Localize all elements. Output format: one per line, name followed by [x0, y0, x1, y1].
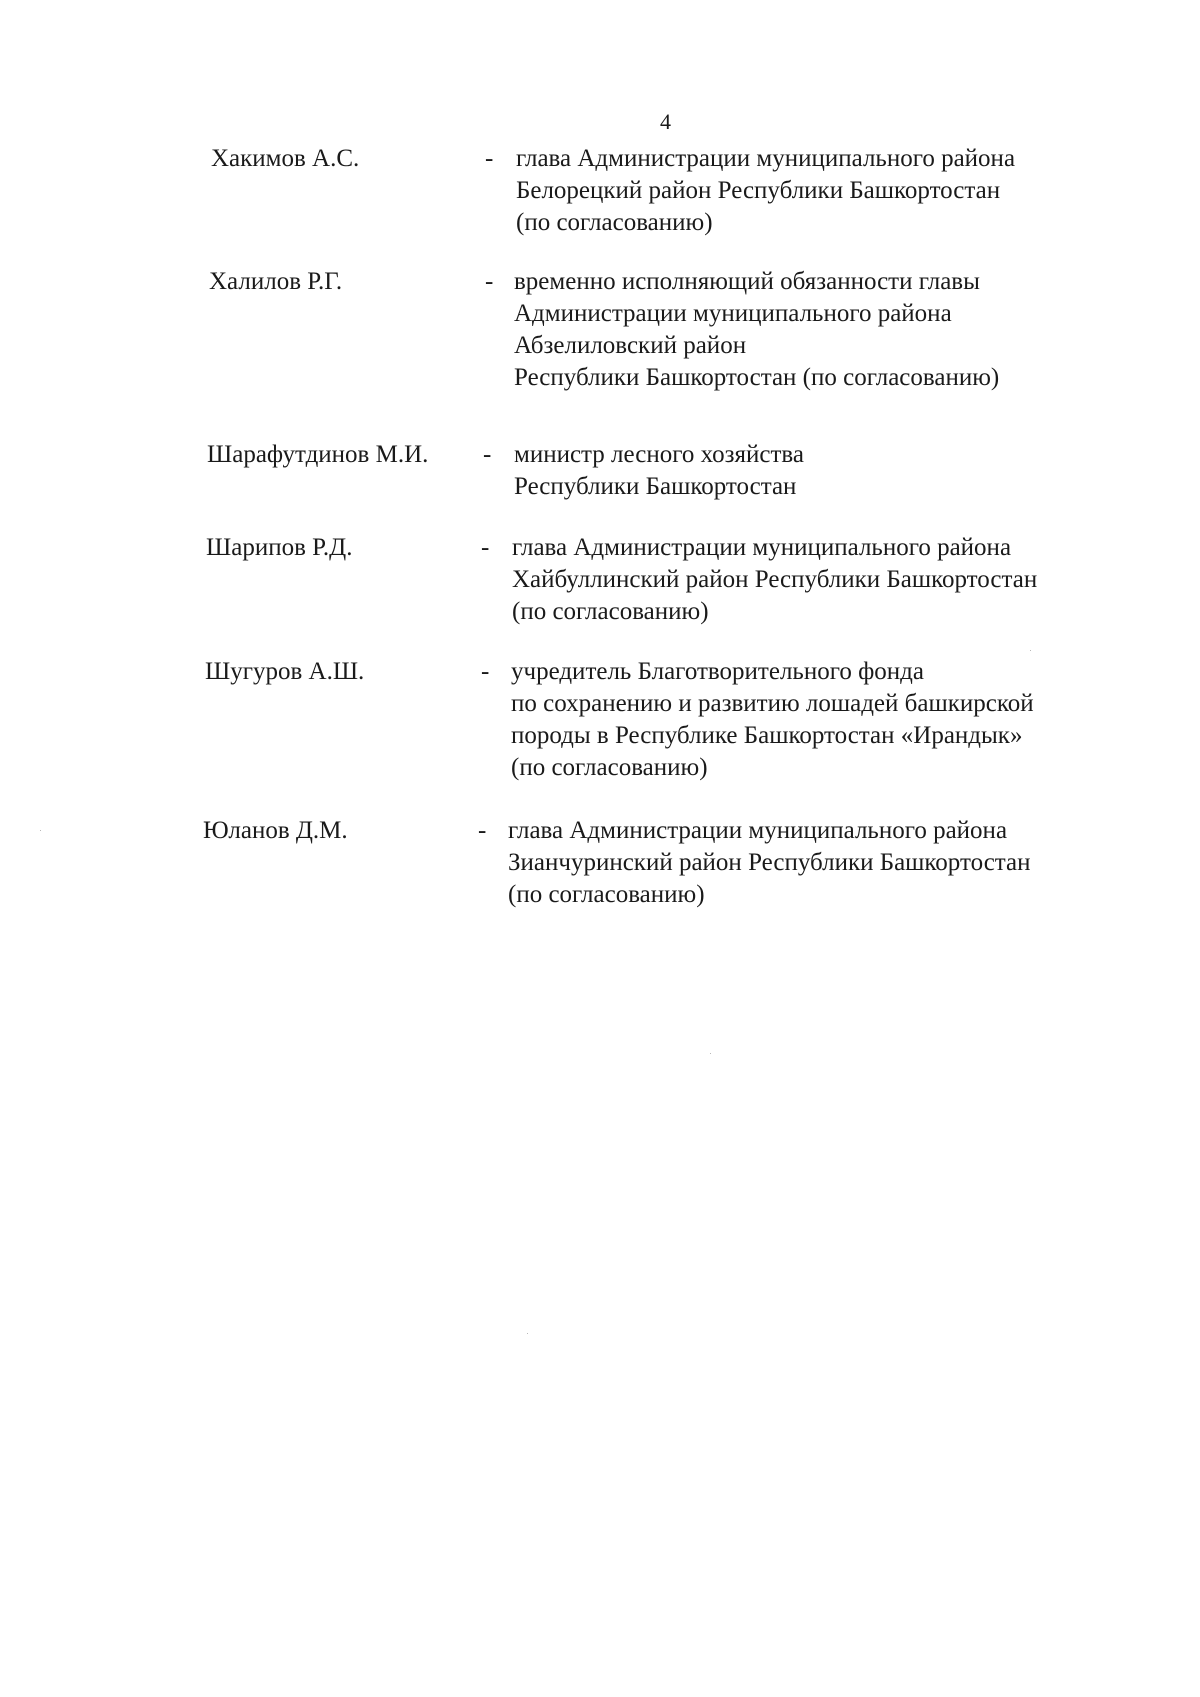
- member-name: Хакимов А.С.: [211, 145, 360, 172]
- description-line: учредитель Благотворительного фонда: [511, 658, 924, 685]
- member-description: [512, 532, 1037, 628]
- description-line: (по согласованию): [516, 209, 713, 236]
- page-number: 4: [660, 109, 671, 134]
- scan-speck: [710, 1053, 711, 1054]
- member-description: [514, 266, 999, 394]
- description-line: Республики Башкортостан (по согласованию): [514, 364, 1000, 391]
- member-name: Юланов Д.М.: [203, 817, 348, 844]
- description-line: Республики Башкортостан: [514, 473, 797, 500]
- separator-dash: -: [481, 534, 490, 561]
- scan-speck: [1030, 650, 1031, 651]
- description-line: Белорецкий район Республики Башкортостан: [516, 177, 1001, 204]
- description-line: (по согласованию): [508, 881, 705, 908]
- member-name: Халилов Р.Г.: [209, 268, 343, 295]
- description-line: по сохранению и развитию лошадей башкирской: [511, 690, 1034, 717]
- member-description: [516, 143, 1015, 239]
- description-line: породы в Республике Башкортостан «Ирандык»: [511, 722, 1023, 749]
- description-line: министр лесного хозяйства: [514, 441, 804, 468]
- description-line: Хайбуллинский район Республики Башкортостан: [512, 566, 1038, 593]
- description-line: Зианчуринский район Республики Башкортостан: [508, 849, 1031, 876]
- separator-dash: -: [481, 658, 490, 685]
- description-line: глава Администрации муниципального района: [508, 817, 1008, 844]
- member-name: Шарафутдинов М.И.: [207, 441, 429, 468]
- description-line: (по согласованию): [512, 598, 709, 625]
- member-name: Шарипов Р.Д.: [206, 534, 353, 561]
- separator-dash: -: [485, 268, 494, 295]
- description-line: (по согласованию): [511, 754, 708, 781]
- member-description: [514, 439, 804, 503]
- separator-dash: -: [485, 145, 494, 172]
- scan-speck: [527, 1333, 528, 1334]
- separator-dash: -: [483, 441, 492, 468]
- description-line: временно исполняющий обязанности главы: [514, 268, 980, 295]
- description-line: Абзелиловский район: [514, 332, 747, 359]
- member-description: [508, 815, 1031, 911]
- member-name: Шугуров А.Ш.: [205, 658, 365, 685]
- description-line: Администрации муниципального района: [514, 300, 952, 327]
- separator-dash: -: [478, 817, 487, 844]
- scan-speck: [40, 830, 41, 831]
- member-description: [511, 656, 1034, 784]
- description-line: глава Администрации муниципального района: [512, 534, 1012, 561]
- description-line: глава Администрации муниципального района: [516, 145, 1016, 172]
